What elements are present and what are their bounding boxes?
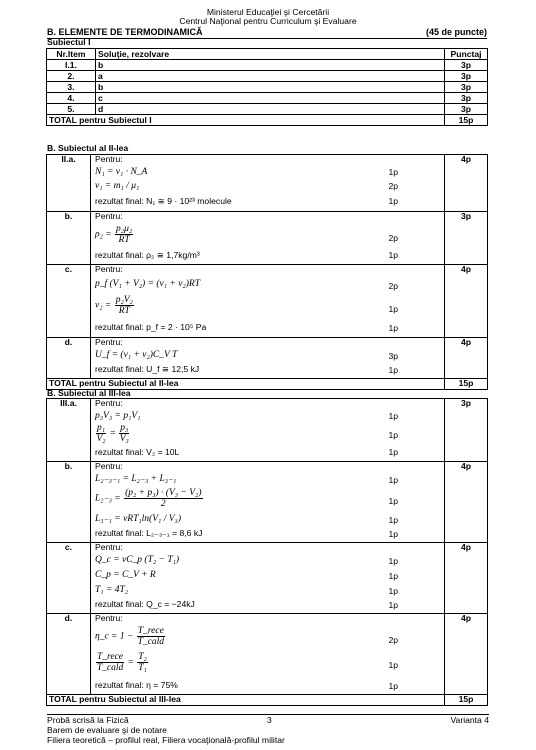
table-row [47, 93, 488, 104]
item-points: 4p [445, 265, 488, 338]
footer-filiera: Filiera teoretică – profilul real, Filiera vocaţională-profilul militar [47, 735, 285, 745]
item-points: 4p [445, 543, 488, 614]
item-3d [47, 614, 488, 695]
line-points: 1p [388, 529, 398, 539]
total-label: TOTAL pentru Subiectul al III-lea [47, 695, 445, 706]
section-title [47, 27, 487, 39]
formula-line: C_p = C_V + R [95, 570, 156, 580]
item-points: 3p [445, 104, 488, 115]
table-row [47, 60, 488, 71]
item-points: 3p [445, 60, 488, 71]
col-points-header: Punctaj [445, 49, 488, 60]
line-points: 1p [388, 496, 398, 506]
item-3b [47, 462, 488, 543]
formula-line: Q_c = νC_p (T₂ − T₁) [95, 555, 180, 565]
line-points: 2p [388, 281, 398, 291]
line-points: 1p [388, 571, 398, 581]
subject1-table [46, 48, 488, 126]
line-points: 1p [388, 167, 398, 177]
item-number: b. [47, 462, 91, 543]
item-3c [47, 543, 488, 614]
item-2b [47, 212, 488, 265]
header-center: Centrul Naţional pentru Curriculum şi Evaluare [179, 16, 357, 26]
formula-line: $\frac{\text{T\_rece}}{\text{T\_cald}}$ = $\frac{\text{T₂}}{\text{T₁}}$ [96, 652, 147, 673]
line-points: 2p [388, 233, 398, 243]
item-answer: d [96, 104, 445, 115]
item-answer: a [96, 71, 445, 82]
item-number: 4. [47, 93, 96, 104]
item-number: b. [47, 212, 91, 265]
formula-line: L₂₋₃ = $\frac{\text{(p₂ + p₃) · (V₃ − V₂)}}{2}$ [95, 488, 202, 509]
item-number: 2. [47, 71, 96, 82]
line-points: 1p [388, 660, 398, 670]
subject1-title: Subiectul I [47, 37, 91, 47]
total-label: TOTAL pentru Subiectul I [47, 115, 445, 126]
item-2a [47, 155, 488, 212]
item-number: 5. [47, 104, 96, 115]
line-points: 1p [388, 447, 398, 457]
item-answer: c [96, 93, 445, 104]
item-number: c. [47, 543, 91, 614]
total-points: 15p [445, 695, 488, 706]
result-line: rezultat final: V₂ = 10L [95, 447, 180, 457]
formula-line: p₃V₃ = p₁V₁ [95, 411, 141, 421]
col-solution-header: Soluţie, rezolvare [96, 49, 445, 60]
line-points: 2p [388, 181, 398, 191]
item-number: II.a. [47, 155, 91, 212]
formula-line: U_f = (ν₁ + ν₂)C_V T [95, 350, 178, 360]
pentru-label: Pentru: [95, 211, 123, 221]
subject2-title: B. Subiectul al II-lea [47, 143, 129, 153]
total-row [47, 695, 488, 706]
line-points: 1p [388, 411, 398, 421]
line-points: 1p [388, 323, 398, 333]
pentru-label: Pentru: [95, 337, 123, 347]
item-points: 4p [445, 338, 488, 379]
item-points: 4p [445, 155, 488, 212]
item-points: 3p [445, 399, 488, 462]
item-3a [47, 399, 488, 462]
formula-line: ρ₂ = $\frac{\text{p₂μ₂}}{RT}$ [95, 224, 133, 245]
pentru-label: Pentru: [95, 398, 123, 408]
table-row [47, 82, 488, 93]
line-points: 1p [388, 430, 398, 440]
line-points: 1p [388, 196, 398, 206]
table-row [47, 104, 488, 115]
item-points: 4p [445, 462, 488, 543]
line-points: 2p [388, 635, 398, 645]
table-header-row [47, 49, 488, 60]
footer-barem: Barem de evaluare şi de notare [47, 725, 167, 735]
pentru-label: Pentru: [95, 542, 123, 552]
pentru-label: Pentru: [95, 461, 123, 471]
item-points: 3p [445, 71, 488, 82]
formula-line: L₃₋₁ = νRT₁ln(V₁ / V₃) [95, 514, 181, 524]
line-points: 1p [388, 600, 398, 610]
result-line: rezultat final: η = 75% [95, 680, 178, 690]
page-footer [47, 714, 489, 745]
total-points: 15p [445, 115, 488, 126]
item-points: 3p [445, 93, 488, 104]
result-line: rezultat final: Q_c = −24kJ [95, 599, 195, 609]
item-number: III.a. [47, 399, 91, 462]
result-line: rezultat final: L₂₋₃₋₁ = 8,6 kJ [95, 528, 203, 538]
formula-line: ν₂ = $\frac{\text{p₂V₂}}{RT}$ [95, 295, 133, 316]
subject2-block [46, 154, 488, 390]
item-points: 3p [445, 212, 488, 265]
line-points: 1p [388, 304, 398, 314]
item-2c [47, 265, 488, 338]
formula-line: N₁ = ν₁ · N_A [95, 167, 148, 177]
subject3-block [46, 398, 488, 706]
section-points: (45 de puncte) [425, 27, 487, 37]
item-answer: b [96, 60, 445, 71]
line-points: 1p [388, 250, 398, 260]
footer-exam: Probă scrisă la Fizică [47, 715, 129, 725]
section-title-text: B. ELEMENTE DE TERMODINAMICĂ [47, 27, 203, 37]
item-number: c. [47, 265, 91, 338]
line-points: 1p [388, 475, 398, 485]
header-ministry: Ministerul Educaţiei şi Cercetării [206, 7, 330, 17]
line-points: 1p [388, 365, 398, 375]
formula-line: p_f (V₁ + V₂) = (ν₁ + ν₂)RT [95, 279, 200, 289]
line-points: 1p [388, 586, 398, 596]
line-points: 1p [388, 681, 398, 691]
item-number: 3. [47, 82, 96, 93]
item-number: I.1. [47, 60, 96, 71]
footer-variant: Varianta 4 [450, 715, 489, 725]
result-line: rezultat final: U_f ≅ 12,5 kJ [95, 364, 200, 374]
col-item-header: Nr.Item [47, 49, 96, 60]
item-2d [47, 338, 488, 379]
line-points: 3p [388, 351, 398, 361]
formula-line: η_c = 1 − $\frac{\text{T\_rece}}{\text{T\_cald}}$ [95, 626, 164, 647]
result-line: rezultat final: ρ₂ ≅ 1,7kg/m³ [95, 250, 200, 260]
total-label: TOTAL pentru Subiectul al II-lea [47, 379, 445, 390]
result-line: rezultat final: p_f = 2 · 10⁵ Pa [95, 322, 207, 332]
pentru-label: Pentru: [95, 613, 123, 623]
line-points: 1p [388, 515, 398, 525]
item-points: 4p [445, 614, 488, 695]
formula-line: T₁ = 4T₂ [95, 585, 129, 595]
line-points: 1p [388, 556, 398, 566]
item-number: d. [47, 614, 91, 695]
formula-line: ν₁ = m₁ / μ₁ [95, 181, 140, 191]
formula-line: L₂₋₃₋₁ = L₂₋₃ + L₃₋₁ [95, 474, 177, 484]
pentru-label: Pentru: [95, 264, 123, 274]
total-row [47, 115, 488, 126]
item-answer: b [96, 82, 445, 93]
result-line: rezultat final: N₁ ≅ 9 · 10²³ molecule [95, 196, 232, 206]
subject3-title: B. Subiectul al III-lea [47, 388, 131, 398]
item-points: 3p [445, 82, 488, 93]
table-row [47, 71, 488, 82]
page-number: 3 [267, 715, 272, 725]
formula-line: $\frac{\text{p₁}}{\text{V₂}}$ = $\frac{\text{p₃}}{\text{V₃}}$ [96, 423, 129, 444]
item-number: d. [47, 338, 91, 379]
total-points: 15p [445, 379, 488, 390]
pentru-label: Pentru: [95, 154, 123, 164]
